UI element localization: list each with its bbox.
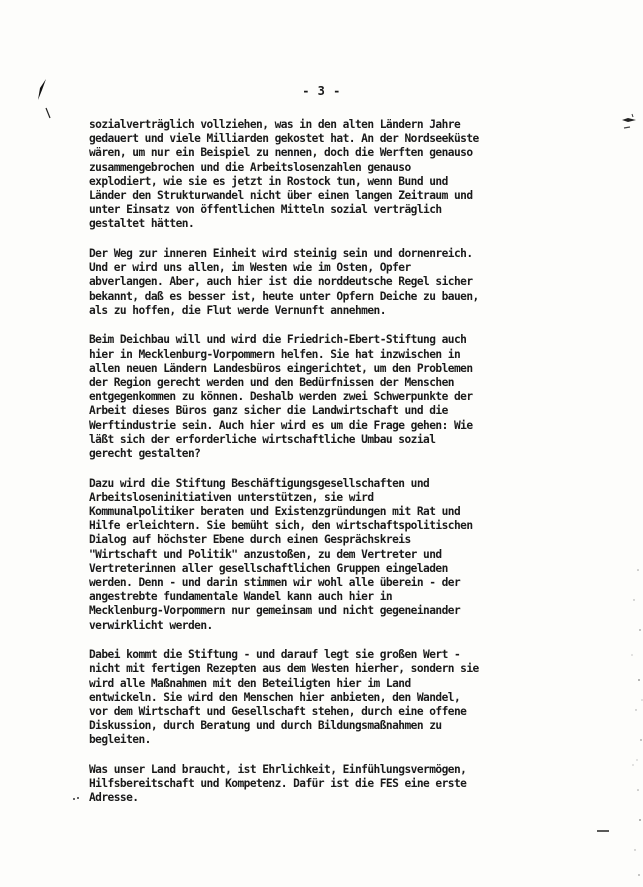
paragraph — [89, 118, 569, 232]
text-line: der Region gerecht werden und den Bedürfnissen der Menschen — [89, 376, 454, 389]
text-line: läßt sich der erforderliche wirtschaftliche Umbau sozial — [89, 432, 436, 446]
text-line: hier in Mecklenburg-Vorpommern helfen. Sie hat inzwischen in — [89, 347, 461, 361]
edge-arrow-mark-icon — [618, 112, 638, 132]
paragraph — [89, 247, 569, 318]
text-line: Diskussion, durch Beratung und durch Bildungsmaßnahmen zu — [89, 719, 442, 733]
text-line: werden. Denn - und darin stimmen wir wohl alle überein - der — [89, 575, 461, 589]
text-line: begleiten. — [89, 733, 151, 747]
text-line: Der Weg zur inneren Einheit wird steinig sein und dornenreich. — [89, 247, 473, 260]
text-line: Dialog auf höchster Ebene durch einen Gesprächskreis — [89, 533, 411, 547]
text-line: sozialverträglich vollziehen, was in den alten Ländern Jahre — [89, 118, 461, 131]
text-line: zusammengebrochen und die Arbeitslosenzahlen genauso — [89, 160, 411, 174]
speck-mark-icon — [72, 795, 82, 803]
scan-edge-noise — [620, 560, 643, 887]
text-line: unter Einsatz von öffentlichen Mitteln sozial verträglich — [89, 203, 442, 217]
text-line: Adresse. — [89, 791, 139, 805]
text-line: allen neuen Ländern Landesbüros eingerichtet, um den Problemen — [89, 361, 473, 375]
text-line: bekannt, daß es besser ist, heute unter Opfern Deiche zu bauen, — [89, 289, 479, 303]
text-line: angestrebte fundamentale Wandel kann auch hier in — [89, 590, 393, 604]
paragraph — [89, 333, 569, 461]
text-line: Hilfe erleichtern. Sie bemüht sich, den wirtschaftspolitischen — [89, 519, 473, 533]
text-line: wird alle Maßnahmen mit den Beteiligten hier im Land — [89, 676, 411, 690]
document-body — [89, 118, 569, 821]
text-line: Dabei kommt die Stiftung - und darauf legt sie großen Wert - — [89, 648, 461, 662]
text-line: Länder den Strukturwandel nicht über einen langen Zeitraum und — [89, 188, 473, 202]
text-line: Hilfsbereitschaft und Kompetenz. Dafür ist die FES eine erste — [89, 777, 467, 791]
text-line: gerecht gestalten? — [89, 446, 201, 460]
text-line: entwickeln. Sie wird den Menschen hier anbieten, den Wandel, — [89, 690, 461, 704]
text-line: Mecklenburg-Vorpommern nur gemeinsam und nicht gegeneinander — [89, 604, 461, 618]
text-line: Vertreterinnen aller gesellschaftlichen Gruppen eingeladen — [89, 561, 448, 575]
text-line: nicht mit fertigen Rezepten aus dem Westen hierher, sondern sie — [89, 662, 479, 676]
text-line: gedauert und viele Milliarden gekostet hat. An der Nordseeküste — [89, 132, 479, 146]
text-line: "Wirtschaft und Politik" anzustoßen, zu dem Vertreter und — [89, 547, 442, 561]
text-line: entgegenkommen zu können. Deshalb werden zwei Schwerpunkte der — [89, 390, 473, 404]
paragraph — [89, 763, 569, 806]
text-line: vor dem Wirtschaft und Gesellschaft stehen, durch eine offene — [89, 704, 467, 718]
text-line: Arbeitsloseninitiativen unterstützen, sie wird — [89, 490, 374, 504]
dash-mark-icon — [596, 828, 610, 834]
text-line: Beim Deichbau will und wird die Friedrich-Ebert-Stiftung auch — [89, 333, 467, 347]
text-line: abverlangen. Aber, auch hier ist die norddeutsche Regel sicher — [89, 275, 473, 289]
tick-mark-icon — [45, 107, 51, 119]
paragraph — [89, 648, 569, 747]
text-line: explodiert, wie sie es jetzt in Rostock tun, wenn Bund und — [89, 174, 448, 188]
page-number: - 3 - — [302, 84, 341, 98]
text-line: gestaltet hätten. — [89, 217, 195, 231]
text-line: Arbeit dieses Büros ganz sicher die Landwirtschaft und die — [89, 404, 448, 418]
text-line: Dazu wird die Stiftung Beschäftigungsgesellschaften und — [89, 476, 430, 490]
paragraph — [89, 477, 569, 633]
text-line: verwirklicht werden. — [89, 618, 213, 632]
text-line: Werftindustrie sein. Auch hier wird es um die Frage gehen: Wie — [89, 418, 473, 432]
text-line: wären, um nur ein Beispiel zu nennen, doch die Werften genauso — [89, 146, 473, 160]
text-line: als zu hoffen, die Flut werde Vernunft annehmen. — [89, 303, 386, 317]
text-line: Kommunalpolitiker beraten und Existenzgründungen mit Rat und — [89, 505, 461, 518]
text-line: Und er wird uns allen, im Westen wie im Osten, Opfer — [89, 261, 411, 275]
text-line: Was unser Land braucht, ist Ehrlichkeit, Einfühlungsvermögen, — [89, 763, 467, 776]
